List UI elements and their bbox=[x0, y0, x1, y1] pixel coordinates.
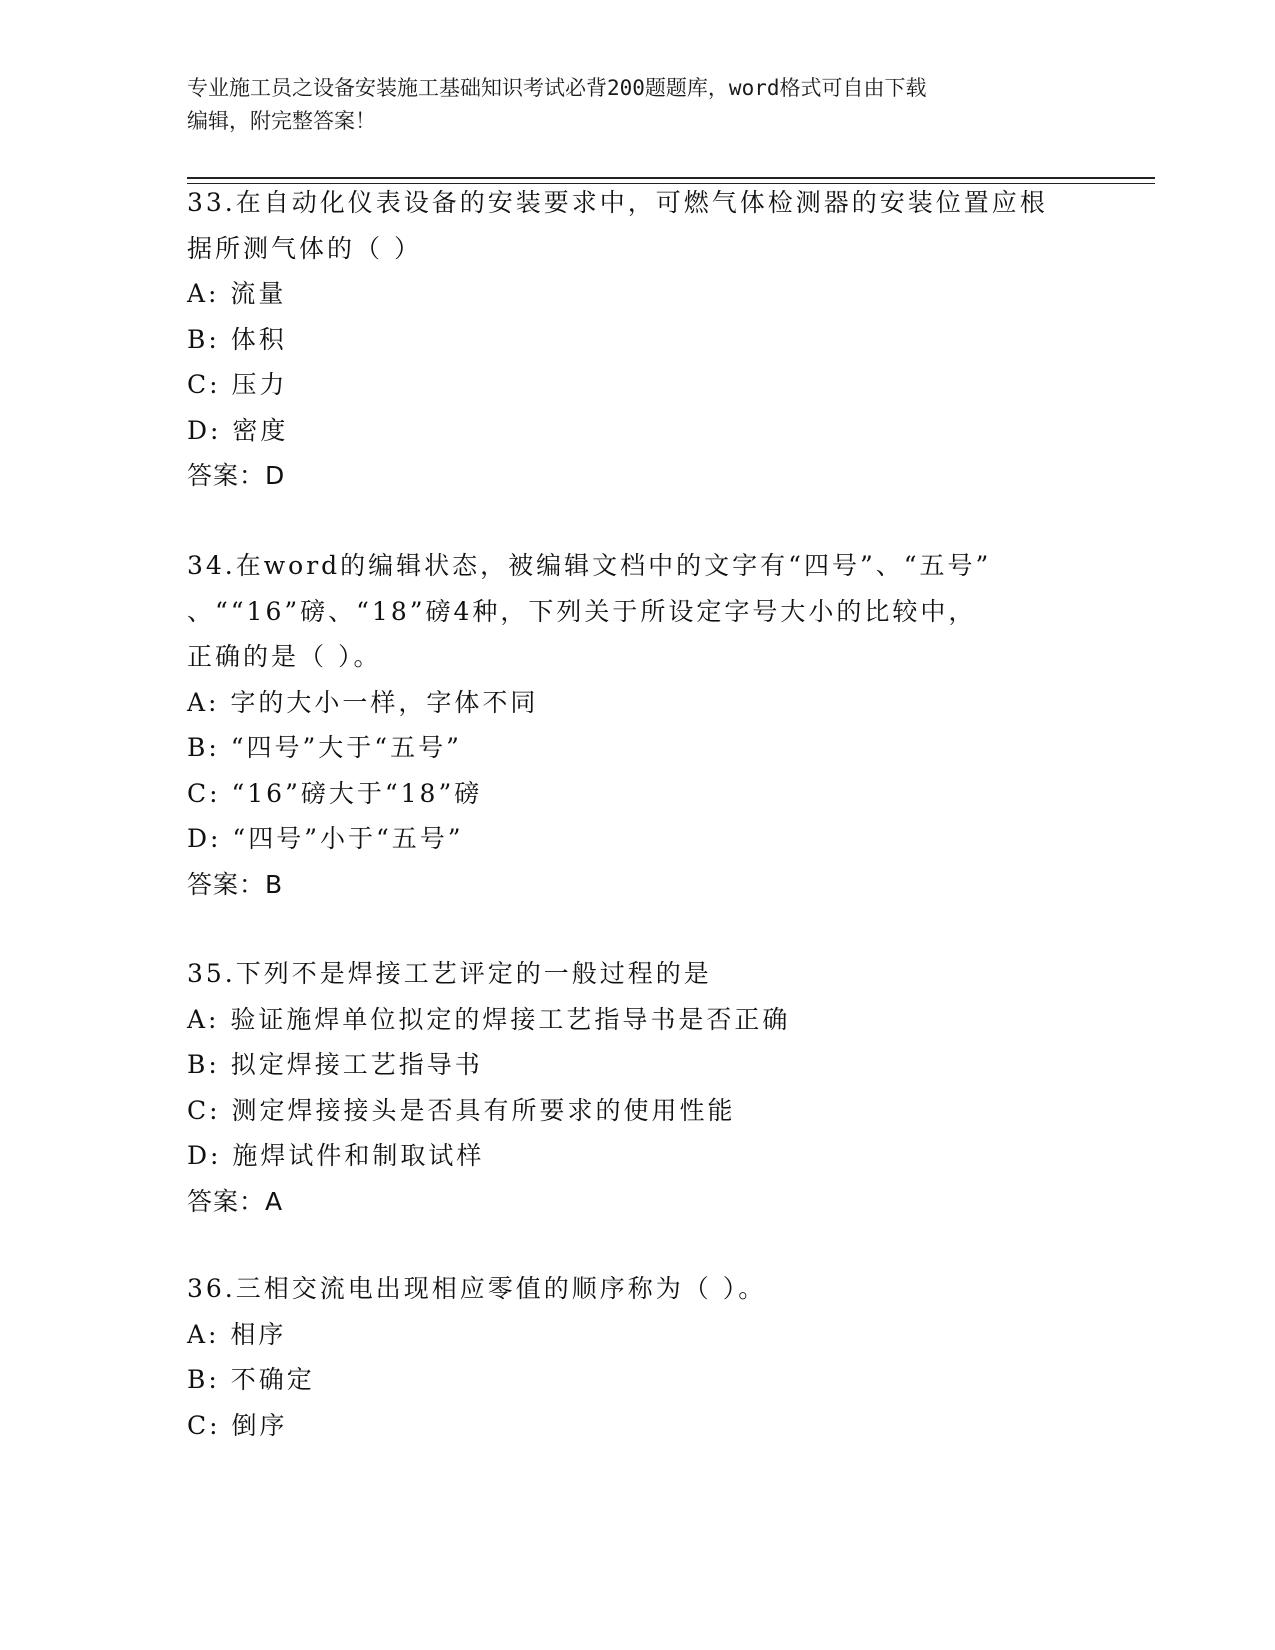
question-34 bbox=[187, 543, 1067, 907]
header-rule-thick bbox=[187, 177, 1155, 179]
option-c: C: 倒序 bbox=[187, 1410, 288, 1440]
question-stem-line: 正确的是（ ）。 bbox=[187, 642, 382, 671]
option-a: A: 验证施焊单位拟定的焊接工艺指导书是否正确 bbox=[187, 1004, 791, 1034]
option-d: D: 施焊试件和制取试样 bbox=[187, 1141, 485, 1170]
option-c: C: “16”磅大于“18”磅 bbox=[187, 778, 483, 808]
option-b: B: 体积 bbox=[187, 324, 287, 354]
option-b: B: 拟定焊接工艺指导书 bbox=[187, 1050, 483, 1079]
question-stem-line: 35.下列不是焊接工艺评定的一般过程的是 bbox=[187, 959, 712, 988]
answer: 答案：D bbox=[187, 461, 286, 490]
option-d: D: “四号”小于“五号” bbox=[187, 824, 464, 853]
header-line-1: 专业施工员之设备安装施工基础知识考试必背200题题库，word格式可自由下载 bbox=[187, 76, 927, 100]
option-a: A: 流量 bbox=[187, 279, 287, 308]
question-stem-line: 33.在自动化仪表设备的安装要求中，可燃气体检测器的安装位置应根 bbox=[187, 188, 1048, 217]
question-stem-line: 36.三相交流电出现相应零值的顺序称为（ ）。 bbox=[187, 1274, 767, 1303]
question-stem-line: 据所测气体的（ ） bbox=[187, 233, 422, 263]
answer: 答案：A bbox=[187, 1186, 284, 1216]
option-c: C: 压力 bbox=[187, 370, 288, 399]
option-a: A: 字的大小一样，字体不同 bbox=[187, 687, 539, 717]
option-c: C: 测定焊接接头是否具有所要求的使用性能 bbox=[187, 1095, 736, 1125]
question-stem-line: 、““16”磅、“18”磅4种，下列关于所设定字号大小的比较中， bbox=[187, 596, 977, 626]
question-stem-line: 34.在word的编辑状态，被编辑文档中的文字有“四号”、“五号” bbox=[187, 551, 992, 580]
question-33 bbox=[187, 180, 1067, 499]
answer: 答案：B bbox=[187, 869, 284, 899]
option-b: B: 不确定 bbox=[187, 1365, 315, 1394]
question-35 bbox=[187, 951, 1067, 1224]
option-b: B: “四号”大于“五号” bbox=[187, 733, 462, 762]
option-d: D: 密度 bbox=[187, 415, 289, 445]
document-header bbox=[187, 72, 1087, 138]
option-a: A: 相序 bbox=[187, 1319, 287, 1349]
question-36 bbox=[187, 1266, 1067, 1448]
header-line-2: 编辑，附完整答案！ bbox=[187, 109, 376, 133]
